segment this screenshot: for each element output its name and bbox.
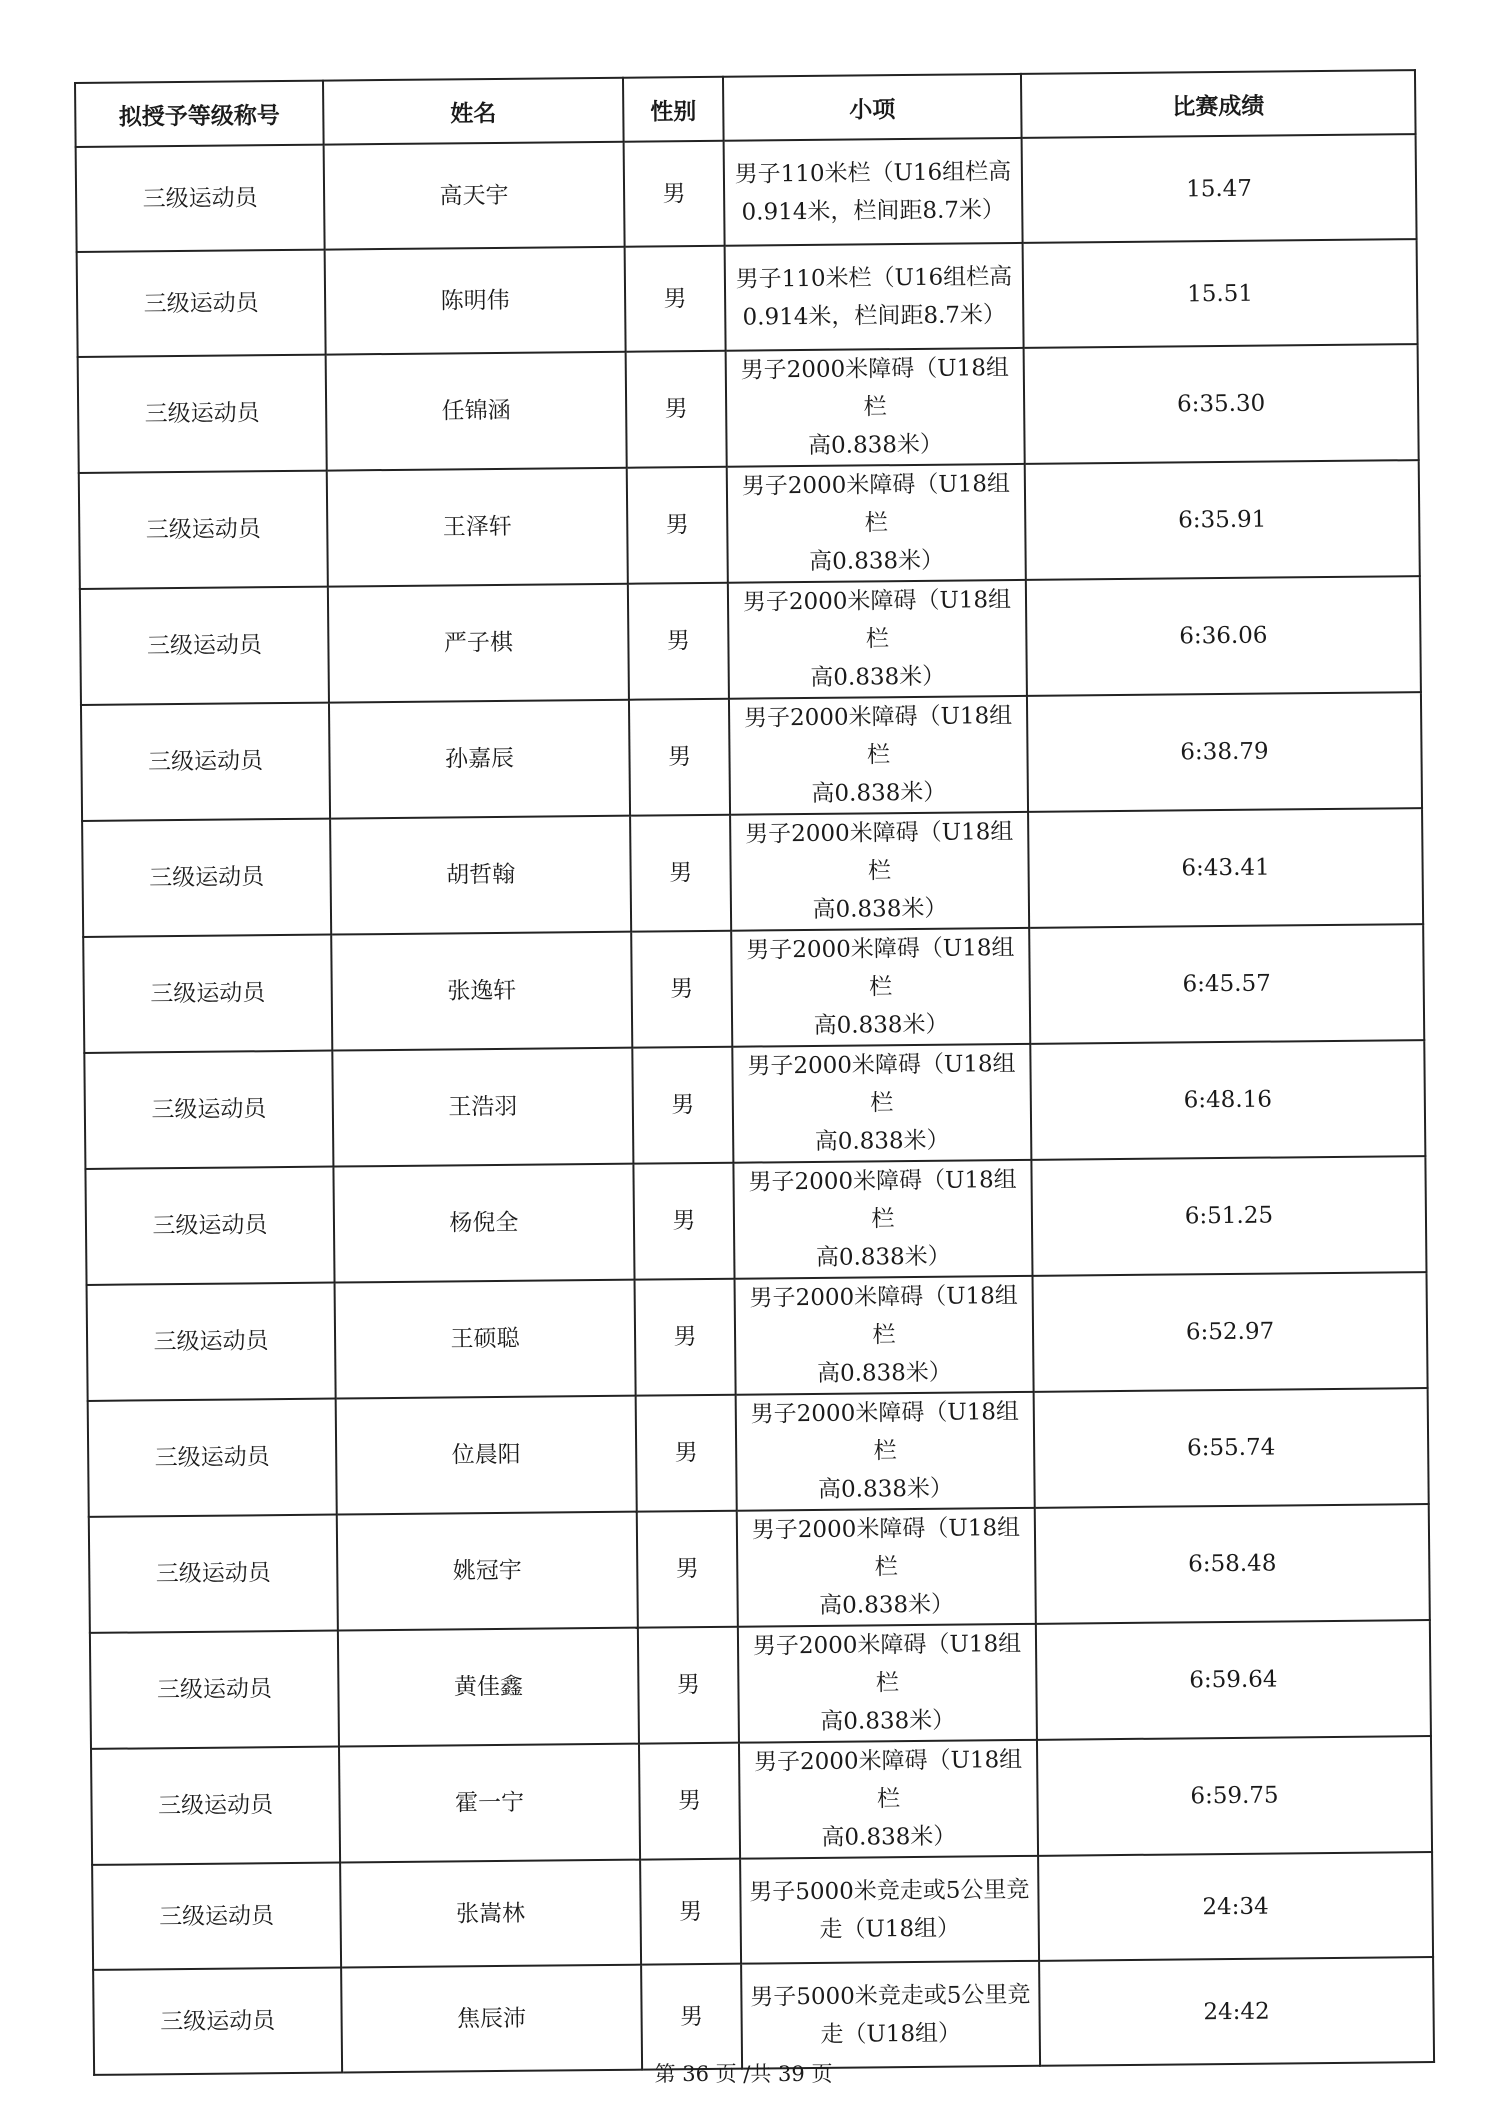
cell-event (732, 1044, 1031, 1163)
cell-event (737, 1508, 1036, 1627)
cell-sex: 男 (633, 1163, 734, 1280)
cell-score: 15.47 (1022, 134, 1417, 243)
cell-grade: 三级运动员 (93, 1968, 342, 2075)
event-line-2: 高0.838米） (812, 895, 948, 923)
cell-sex: 男 (638, 1627, 739, 1744)
cell-sex: 男 (629, 699, 730, 816)
event-line-1: 男子2000米障碍（U18组栏 (743, 703, 1013, 769)
cell-score: 15.51 (1023, 239, 1418, 348)
cell-event (735, 1276, 1034, 1395)
cell-score: 6:52.97 (1033, 1272, 1428, 1392)
event-line-1: 男子2000米障碍（U18组栏 (749, 1282, 1018, 1349)
event-line-2: 高0.838米） (817, 1475, 954, 1503)
cell-sex: 男 (624, 141, 725, 247)
cell-sex: 男 (641, 1964, 742, 2070)
cell-sex: 男 (636, 1395, 737, 1512)
event-line-2: 高0.838米） (816, 1359, 952, 1387)
cell-grade: 三级运动员 (77, 250, 326, 357)
table-row (85, 1156, 1426, 1285)
cell-event (728, 580, 1027, 699)
cell-grade: 三级运动员 (79, 471, 328, 589)
event-line-1: 男子2000米障碍（U18组栏 (750, 1398, 1020, 1465)
event-line-1: 男子2000米障碍（U18组栏 (746, 935, 1015, 1001)
event-line-1: 男子2000米障碍（U18组栏 (753, 1746, 1023, 1813)
cell-score: 6:55.74 (1034, 1388, 1429, 1508)
event-line-2: 走（U18组） (819, 1915, 961, 1943)
event-line-2: 高0.838米） (811, 779, 947, 807)
event-line-2: 高0.838米） (819, 1591, 955, 1619)
cell-name: 王泽轩 (327, 468, 628, 587)
cell-score: 6:48.16 (1030, 1040, 1425, 1160)
cell-name: 张逸轩 (331, 932, 632, 1051)
cell-score: 6:38.79 (1027, 692, 1422, 812)
cell-event (730, 812, 1029, 931)
cell-score: 6:35.91 (1025, 460, 1420, 580)
table-row (91, 1736, 1432, 1865)
event-line-2: 0.914米，栏间距8.7米） (742, 301, 1007, 331)
cell-sex: 男 (628, 583, 729, 700)
event-line-1: 男子2000米障碍（U18组栏 (741, 471, 1011, 537)
cell-event (727, 464, 1026, 583)
event-line-1: 男子2000米障碍（U18组栏 (747, 1051, 1016, 1117)
cell-event (738, 1624, 1037, 1743)
event-line-1: 男子110米栏（U16组栏高 (735, 263, 1013, 293)
cell-sex: 男 (635, 1279, 736, 1396)
event-line-1: 男子2000米障碍（U18组栏 (745, 819, 1014, 885)
cell-score: 24:42 (1039, 1957, 1434, 2066)
cell-score: 6:51.25 (1031, 1156, 1426, 1276)
event-line-1: 男子2000米障碍（U18组栏 (740, 355, 1010, 421)
cell-sex: 男 (637, 1511, 738, 1628)
cell-name: 王硕聪 (335, 1280, 636, 1399)
event-line-2: 高0.838米） (821, 1823, 957, 1851)
cell-name: 王浩羽 (332, 1048, 633, 1167)
cell-sex: 男 (630, 815, 731, 932)
header-grade: 拟授予等级称号 (75, 81, 324, 147)
cell-grade: 三级运动员 (78, 355, 327, 473)
cell-grade: 三级运动员 (90, 1631, 339, 1749)
table-row (92, 1852, 1433, 1970)
cell-grade: 三级运动员 (82, 819, 331, 937)
table-row (77, 239, 1418, 357)
event-line-2: 0.914米，栏间距8.7米） (741, 196, 1006, 226)
cell-name: 黄佳鑫 (338, 1628, 639, 1747)
event-line-2: 高0.838米） (807, 431, 944, 459)
cell-grade: 三级运动员 (83, 935, 332, 1053)
page-number: 第 36 页 /共 39 页 (654, 2062, 833, 2086)
cell-grade: 三级运动员 (81, 703, 330, 821)
cell-score: 24:34 (1038, 1852, 1433, 1961)
cell-event (736, 1392, 1035, 1511)
event-line-2: 高0.838米） (813, 1011, 949, 1039)
cell-event (741, 1961, 1040, 2069)
cell-name: 胡哲翰 (330, 816, 631, 935)
event-line-1: 男子2000米障碍（U18组栏 (748, 1167, 1017, 1233)
cell-event (739, 1740, 1038, 1859)
cell-grade: 三级运动员 (76, 145, 325, 252)
cell-event (733, 1160, 1032, 1279)
cell-sex: 男 (626, 351, 727, 468)
cell-name: 张嵩林 (340, 1860, 641, 1968)
event-line-1: 男子5000米竞走或5公里竞 (750, 1981, 1031, 2011)
table-body (76, 134, 1434, 2075)
cell-score: 6:35.30 (1024, 344, 1419, 464)
event-line-2: 走（U18组） (820, 2020, 962, 2048)
table-row (89, 1504, 1430, 1633)
event-line-1: 男子5000米竞走或5公里竞 (749, 1876, 1030, 1906)
cell-sex: 男 (640, 1859, 741, 1965)
cell-sex: 男 (632, 1047, 733, 1164)
event-line-2: 高0.838米） (820, 1707, 956, 1735)
cell-grade: 三级运动员 (88, 1399, 337, 1517)
table-row (88, 1388, 1429, 1517)
cell-name: 霍一宁 (339, 1744, 640, 1863)
cell-sex: 男 (627, 467, 728, 584)
cell-name: 杨倪全 (333, 1164, 634, 1283)
cell-event (729, 696, 1028, 815)
table-row (78, 344, 1419, 473)
cell-name: 严子棋 (328, 584, 629, 703)
event-line-1: 男子2000米障碍（U18组栏 (752, 1630, 1022, 1697)
cell-grade: 三级运动员 (92, 1863, 341, 1970)
event-line-2: 高0.838米） (810, 663, 946, 691)
cell-score: 6:58.48 (1035, 1504, 1430, 1624)
table-row (83, 924, 1424, 1053)
event-line-1: 男子2000米障碍（U18组栏 (751, 1514, 1021, 1581)
athlete-grade-table (74, 69, 1435, 2076)
table-row (79, 460, 1420, 589)
table-row (82, 808, 1423, 937)
event-line-1: 男子2000米障碍（U18组栏 (742, 587, 1012, 653)
cell-grade: 三级运动员 (85, 1167, 334, 1285)
header-score: 比赛成绩 (1021, 70, 1416, 138)
cell-grade: 三级运动员 (89, 1515, 338, 1633)
table-row (80, 576, 1421, 705)
cell-name: 焦辰沛 (341, 1965, 642, 2073)
cell-name: 姚冠宇 (337, 1512, 638, 1631)
cell-sex: 男 (639, 1743, 740, 1860)
cell-event (725, 243, 1024, 351)
event-line-2: 高0.838米） (809, 547, 945, 575)
header-name: 姓名 (323, 78, 624, 145)
cell-score: 6:36.06 (1026, 576, 1421, 696)
cell-name: 位晨阳 (336, 1396, 637, 1515)
header-event: 小项 (723, 74, 1022, 141)
cell-name: 孙嘉辰 (329, 700, 630, 819)
cell-sex: 男 (625, 246, 726, 352)
cell-event (731, 928, 1030, 1047)
table-row (76, 134, 1417, 252)
event-line-2: 高0.838米） (815, 1243, 951, 1271)
event-line-2: 高0.838米） (814, 1127, 950, 1155)
header-sex: 性别 (623, 77, 724, 142)
cell-sex: 男 (631, 931, 732, 1048)
cell-grade: 三级运动员 (87, 1283, 336, 1401)
cell-name: 高天宇 (324, 142, 625, 250)
table-row (87, 1272, 1428, 1401)
cell-grade: 三级运动员 (84, 1051, 333, 1169)
table-row (81, 692, 1422, 821)
cell-event (726, 348, 1025, 467)
event-line-1: 男子110米栏（U16组栏高 (734, 158, 1012, 188)
cell-event (740, 1856, 1039, 1964)
cell-grade: 三级运动员 (80, 587, 329, 705)
cell-score: 6:59.75 (1037, 1736, 1432, 1856)
cell-grade: 三级运动员 (91, 1747, 340, 1865)
table-row (90, 1620, 1431, 1749)
table-row (84, 1040, 1425, 1169)
cell-score: 6:59.64 (1036, 1620, 1431, 1740)
cell-score: 6:45.57 (1029, 924, 1424, 1044)
cell-name: 陈明伟 (325, 247, 626, 355)
cell-event (724, 138, 1023, 246)
cell-score: 6:43.41 (1028, 808, 1423, 928)
cell-name: 任锦涵 (326, 352, 627, 471)
